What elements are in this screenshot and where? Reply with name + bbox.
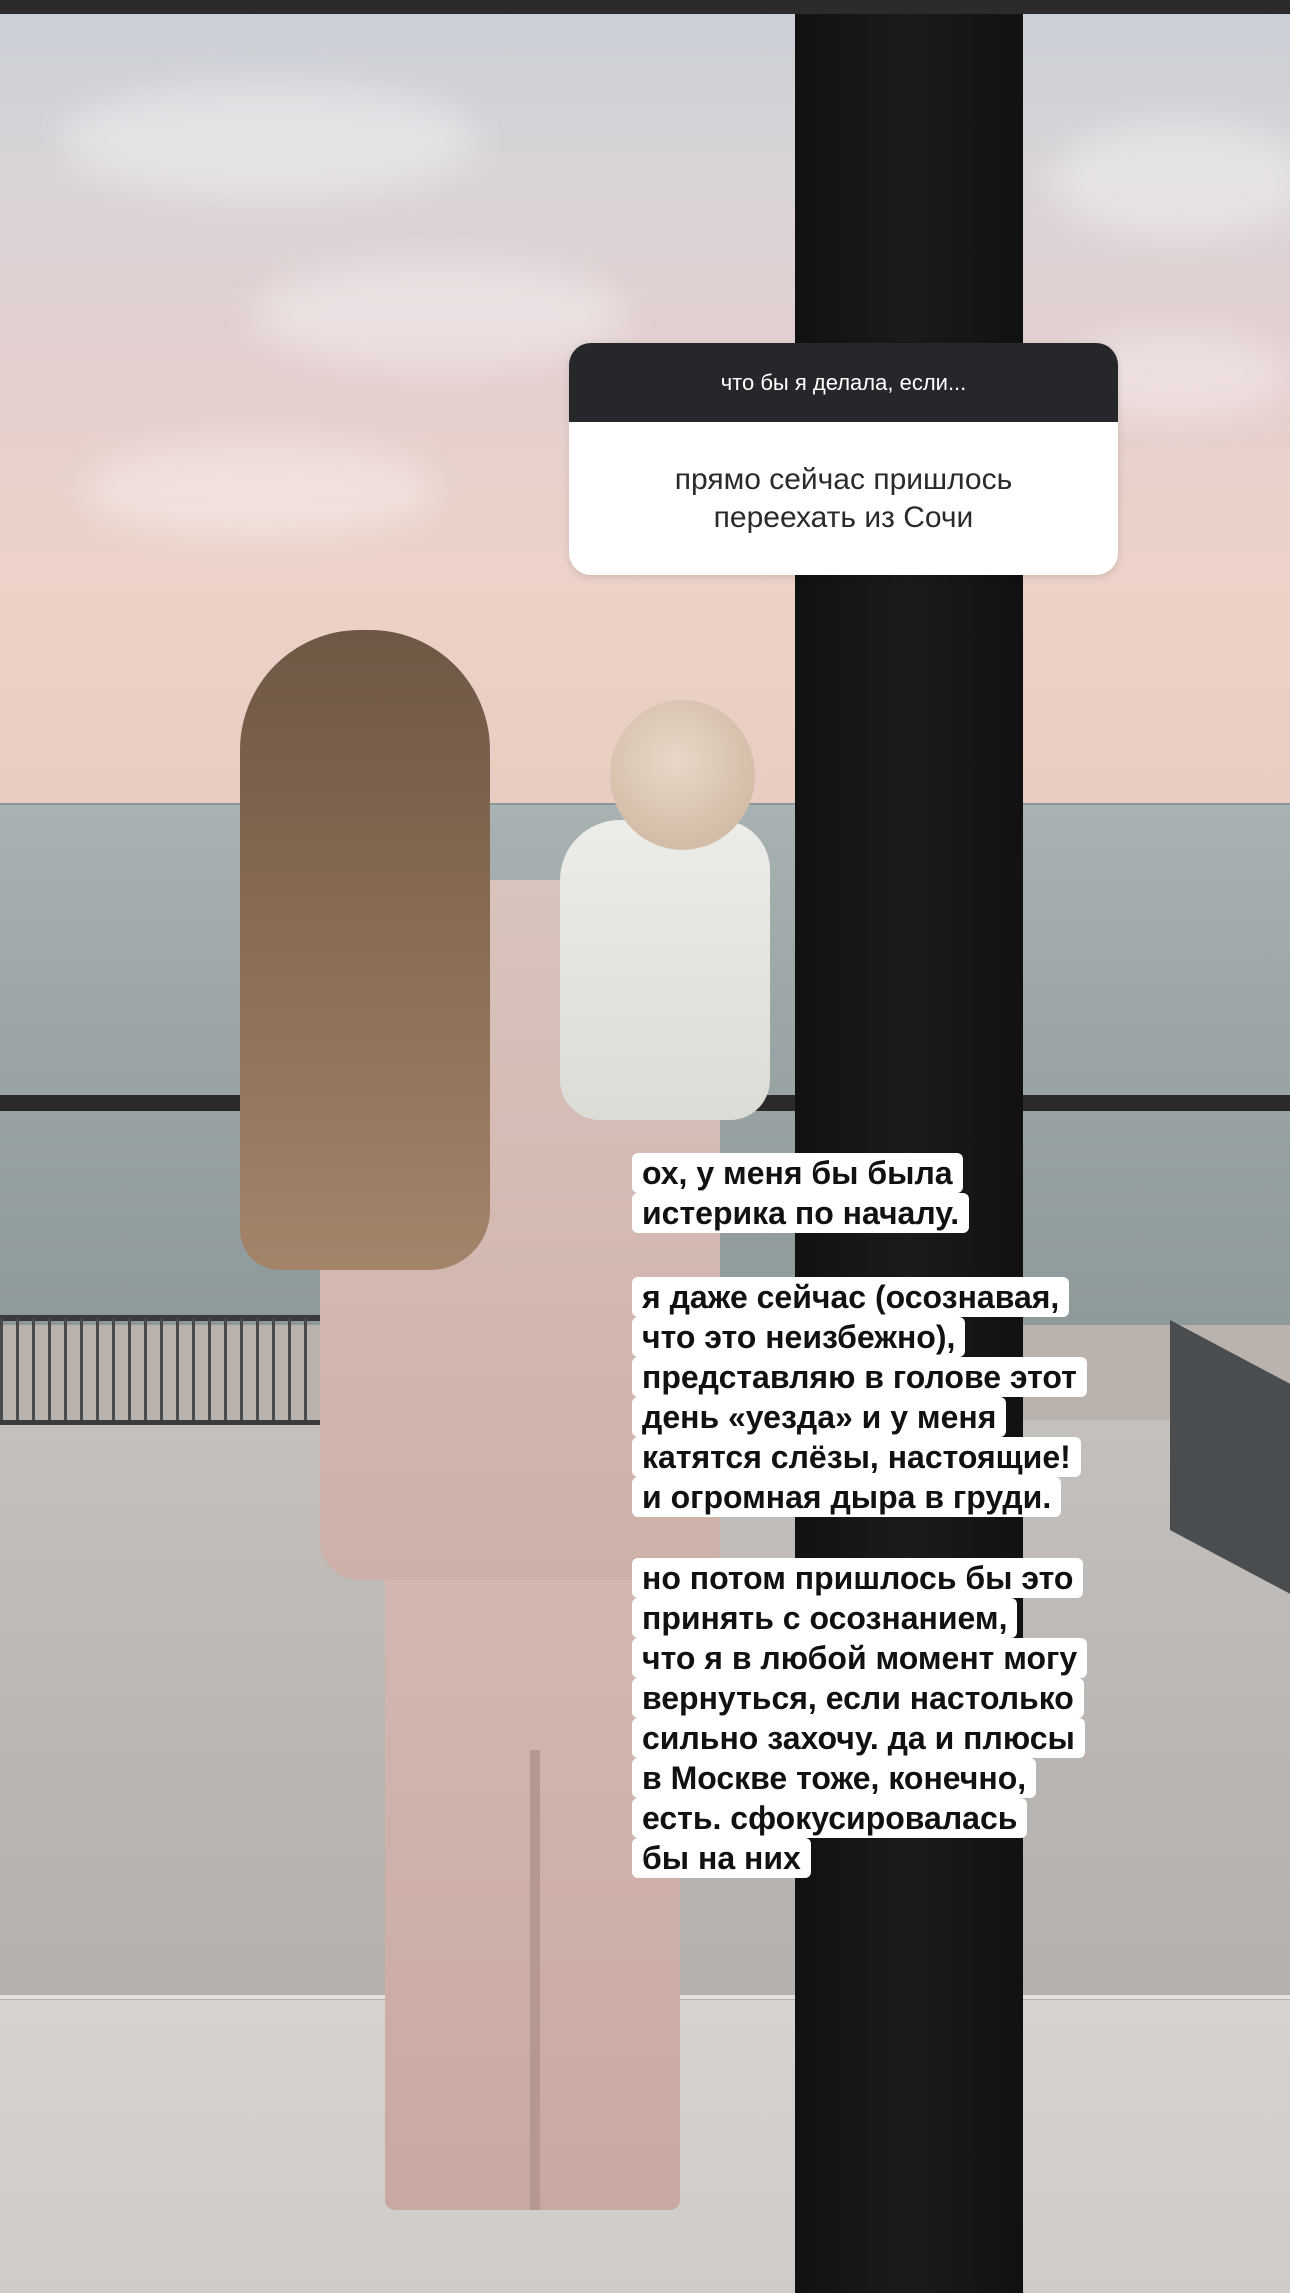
- caption-line: что я в любой момент могу: [632, 1638, 1087, 1678]
- question-answer-line: переехать из Сочи: [713, 500, 974, 534]
- caption-line: день «уезда» и у меня: [632, 1397, 1006, 1437]
- baby: [560, 820, 770, 1120]
- question-answer: [569, 422, 1118, 575]
- caption-line: вернуться, если настолько: [632, 1678, 1084, 1718]
- question-sticker[interactable]: [569, 343, 1118, 575]
- baby-head: [610, 700, 755, 850]
- caption-line: бы на них: [632, 1838, 811, 1878]
- caption-paragraph-3: [632, 1558, 1152, 1878]
- caption-line: что это неизбежно),: [632, 1317, 965, 1357]
- caption-paragraph-1: [632, 1153, 1152, 1233]
- caption-line: катятся слёзы, настоящие!: [632, 1437, 1081, 1477]
- long-hair: [240, 630, 490, 1270]
- caption-line: истерика по началу.: [632, 1193, 969, 1233]
- fence-bars: [0, 1318, 330, 1420]
- caption-line: но потом пришлось бы это: [632, 1558, 1083, 1598]
- caption-line: и огромная дыра в груди.: [632, 1477, 1061, 1517]
- window-frame-top: [0, 0, 1290, 14]
- question-prompt: что бы я делала, если...: [569, 343, 1118, 422]
- caption-line: я даже сейчас (осознавая,: [632, 1277, 1069, 1317]
- caption-line: есть. сфокусировалась: [632, 1798, 1027, 1838]
- fence-base: [0, 1420, 330, 1425]
- caption-line: принять с осознанием,: [632, 1598, 1017, 1638]
- caption-line: сильно захочу. да и плюсы: [632, 1718, 1085, 1758]
- question-answer-line: прямо сейчас пришлось: [674, 462, 1013, 496]
- caption-line: ох, у меня бы была: [632, 1153, 963, 1193]
- caption-line: представляю в голове этот: [632, 1357, 1087, 1397]
- caption-paragraph-2: [632, 1277, 1152, 1517]
- caption-line: в Москве тоже, конечно,: [632, 1758, 1036, 1798]
